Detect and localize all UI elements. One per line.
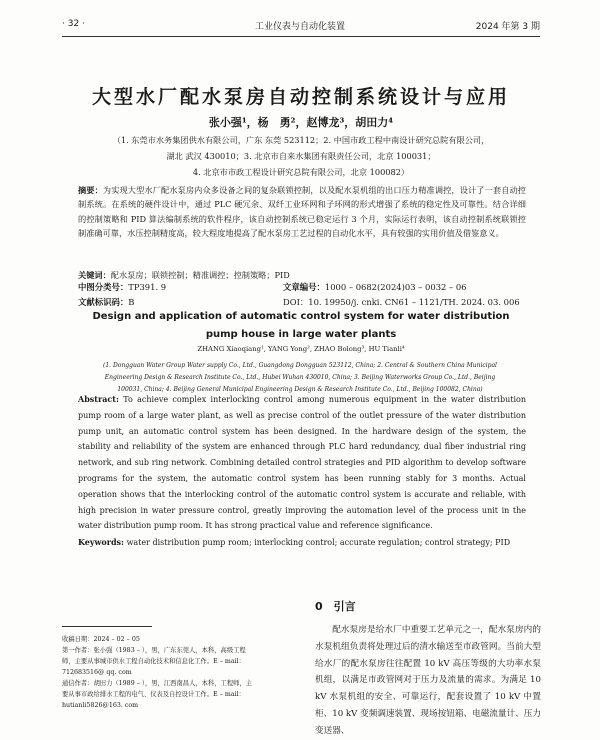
abstract-cn (78, 183, 526, 240)
footnote-first-author: 第一作者：张小强（1983 – ），男，广东东莞人，本科，高级工程师，主要从事城市供水工程自动化技术和信息化工作。E – mail：712683516@ qq. com (62, 647, 246, 676)
english-title-line: Design and application of automatic control system for water distribution (92, 311, 510, 322)
affiliation-line: 4. 北京市市政工程设计研究总院有限公司，北京 100082） (192, 167, 410, 177)
affiliations (62, 132, 540, 180)
article-label: 文章编号： (283, 282, 325, 292)
footnote-received: 收稿日期：2024 – 02 – 05 (62, 636, 140, 643)
paper-title: 大型水厂配水泵房自动控制系统设计与应用 (91, 86, 510, 108)
doc-value: B (128, 297, 135, 307)
footnote-corresponding-author: 通信作者：胡田力（1989 – ），男，江西南昌人，本科，工程师，主要从事市政给排水工程的电气、仪表及自控设计工作。E – mail：hutianli5826@163. com (62, 680, 253, 709)
english-affiliation-line: (1. Dongguan Water Group Water supply Co., Ltd., Guangdong Dongguan 523112, China; 2. Central & Southern China Municipal (103, 362, 497, 369)
body-paragraph: 配水泵房是给水厂中重要工艺单元之一，配水泵房内的水泵机组负责将处理过后的清水输送至市政管网。当前大型给水厂的配水泵房往往配置 10 kV 高压等级的大功率水泵机组，以满足市政管网对于压力及流量的需求。为满足 10 kV 水泵机组的安全、可靠运行，配套设置了 10 kV 中置柜、10 kV 变频调速装置、现场按钮箱、电磁流量计、压力变送器、 (315, 625, 541, 736)
english-title-line: pump house in large water plants (205, 329, 397, 340)
abstract-cn-label: 摘要： (78, 185, 103, 195)
clc-label: 中图分类号： (78, 282, 129, 292)
keywords-en (78, 535, 526, 551)
article-number (283, 281, 467, 293)
journal-name: 工业仪表与自动化装置 (254, 22, 345, 32)
doc-label: 文献标识码： (78, 297, 129, 307)
clc-value: TP391. 9 (128, 282, 167, 292)
abstract-cn-text: 为实现大型水厂配水泵房内众多设备之间的复杂联锁控制，以及配水泵机组的出口压力精准调控，设计了一套自动控制系统。在系统的硬件设计中，通过 PLC 硬冗余、双纤工业环网和子环网的形式增强了系统的稳定性及可靠性。结合详细的控制策略和 PID 算法编制系统的软件程序，该自动控制系统已稳定运行 3 个月，实际运行表明，该自动控制系统联锁控制准确可靠，水压控制精度高，较大程度地提高了配水泵房工艺过程的自动化水平，具有较强的实用价值及借鉴意义。 (78, 185, 526, 238)
affiliation-line: 湖北 武汉 430010；3. 北京市自来水集团有限责任公司，北京 100031； (166, 151, 436, 161)
english-affiliation-line: Engineering Design & Research Institute Co., Ltd., Hubei Wuhan 430010, China; 3. Beijing Waterworks Group Co., Ltd., Beijing (104, 374, 496, 382)
english-authors: ZHANG Xiaoqiang¹, YANG Yong², ZHAO Bolong³, HU Tianli⁴ (197, 345, 405, 353)
section-heading: 0 引言 (315, 600, 356, 613)
clc-number (78, 281, 166, 293)
header-rule (62, 36, 540, 37)
keywords-cn (78, 270, 526, 281)
footnotes (62, 634, 257, 711)
english-title (62, 308, 540, 344)
abstract-en-label: Abstract: (78, 394, 119, 404)
abstract-en-text: To achieve complex interlocking control among numerous equipment in the water distribution pump room of a large water plant, as well as precise control of the outlet pressure of the water distribution pump unit, an automatic control system has been designed. In the hardware design of the system, the stability and reliability of the system are enhanced through PLC hard redundancy, dual fiber industrial ring network, and sub ring network. Combining detailed control strategies and PID algorithm to develop software programs for the system, the automatic control system has been running stably for 3 months. Actual operation shows that the interlocking control of the automatic control system is accurate and reliable, with high precision in water pressure control, greatly improving the automation level of the process unit in the water distribution pump room. It has strong practical value and reference significance. (78, 395, 527, 531)
english-affiliation-line: 100031, China; 4. Beijing General Municipal Engineering Design & Research Institute Co., Ltd., Beijing 100082, China) (117, 386, 483, 394)
article-value: 1000 – 0682(2024)03 – 0032 – 06 (324, 282, 467, 292)
doi: DOI：10. 19950/j. cnki. CN61 – 1121/TH. 2024. 03. 006 (283, 297, 520, 307)
affiliation-line: （1. 东莞市水务集团供水有限公司，广东 东莞 523112；2. 中国市政工程中南设计研究总院有限公司， (112, 135, 490, 145)
keywords-en-text: water distribution pump room; interlocking control; accurate regulation; control strategy; PID (126, 538, 511, 547)
abstract-en (78, 392, 526, 534)
keywords-en-label: Keywords: (78, 537, 125, 547)
footnote-rule (62, 626, 152, 627)
author-list: 张小强¹，杨 勇²，赵博龙³，胡田力⁴ (208, 116, 394, 129)
issue-label: 2024 年第 3 期 (475, 22, 540, 32)
doc-code (78, 296, 134, 308)
page-number: · 32 · (62, 19, 85, 29)
keywords-cn-label: 关键词： (78, 270, 111, 280)
keywords-cn-text: 配水泵房；联锁控制；精准调控；控制策略；PID (110, 270, 290, 280)
